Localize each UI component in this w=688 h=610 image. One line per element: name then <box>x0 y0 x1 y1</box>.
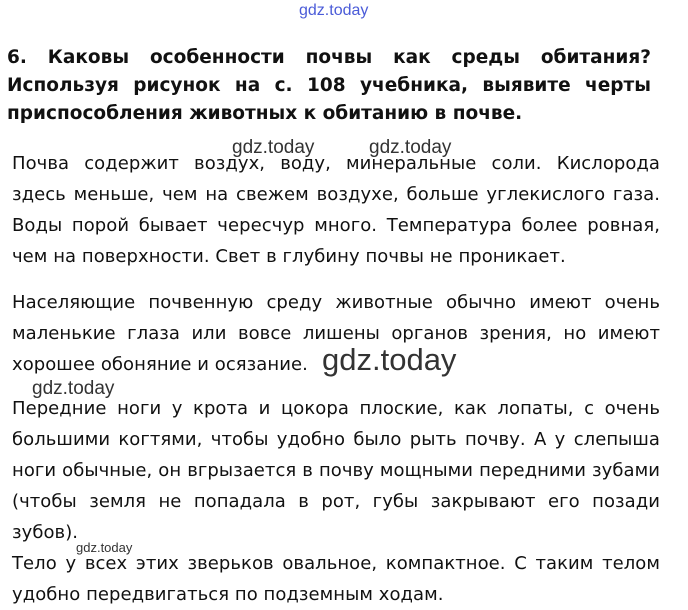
paragraph-line: Передние ноги у крота и цокора плоские, как лопаты, с очень <box>12 398 660 419</box>
answer-paragraph-soil-properties <box>12 148 660 272</box>
paragraph-line: Тело у всех этих зверьков овальное, компактное. С таким телом <box>12 553 660 574</box>
paragraph-line: большими когтями, чтобы удобно было рыть почву. А у слепыша <box>12 429 660 450</box>
watermark-top[interactable]: gdz.today <box>299 2 369 19</box>
watermark-large: gdz.today <box>322 342 457 377</box>
paragraph-line: Населяющие почвенную среду животные обычно имеют очень <box>12 292 660 313</box>
watermark-mid-left: gdz.today <box>232 137 315 158</box>
paragraph-line: маленькие глаза или вовсе лишены органов зрения, но имеют <box>12 323 660 344</box>
paragraph-line: здесь меньше, чем на свежем воздухе, больше углекислого газа. <box>12 184 660 205</box>
paragraph-line: ноги обычные, он вгрызается в почву мощными передними зубами <box>12 460 660 481</box>
question-line: приспособления животных к обитанию в почве. <box>7 103 523 124</box>
answer-paragraph-adaptations <box>12 393 660 610</box>
paragraph-line: удобно передвигаться по подземным ходам. <box>12 584 444 605</box>
paragraph-line: (чтобы земля не попадала в рот, губы закрывают его позади зубов). <box>12 491 660 543</box>
question-line: Используя рисунок на с. 108 учебника, выявите черты <box>7 75 651 96</box>
watermark-mid-right: gdz.today <box>369 137 452 158</box>
question-heading <box>7 44 651 128</box>
paragraph-line: хорошее обоняние и осязание. <box>12 354 308 375</box>
paragraph-line: Почва содержит воздух, воду, минеральные соли. Кислорода <box>12 153 660 174</box>
paragraph-line: Воды порой бывает чересчур много. Температура более ровная, <box>12 215 660 236</box>
watermark-left: gdz.today <box>32 378 115 399</box>
question-line: 6. Каковы особенности почвы как среды обитания? <box>7 47 651 68</box>
watermark-bottom: gdz.today <box>76 540 133 555</box>
paragraph-line: чем на поверхности. Свет в глубину почвы не проникает. <box>12 246 566 267</box>
